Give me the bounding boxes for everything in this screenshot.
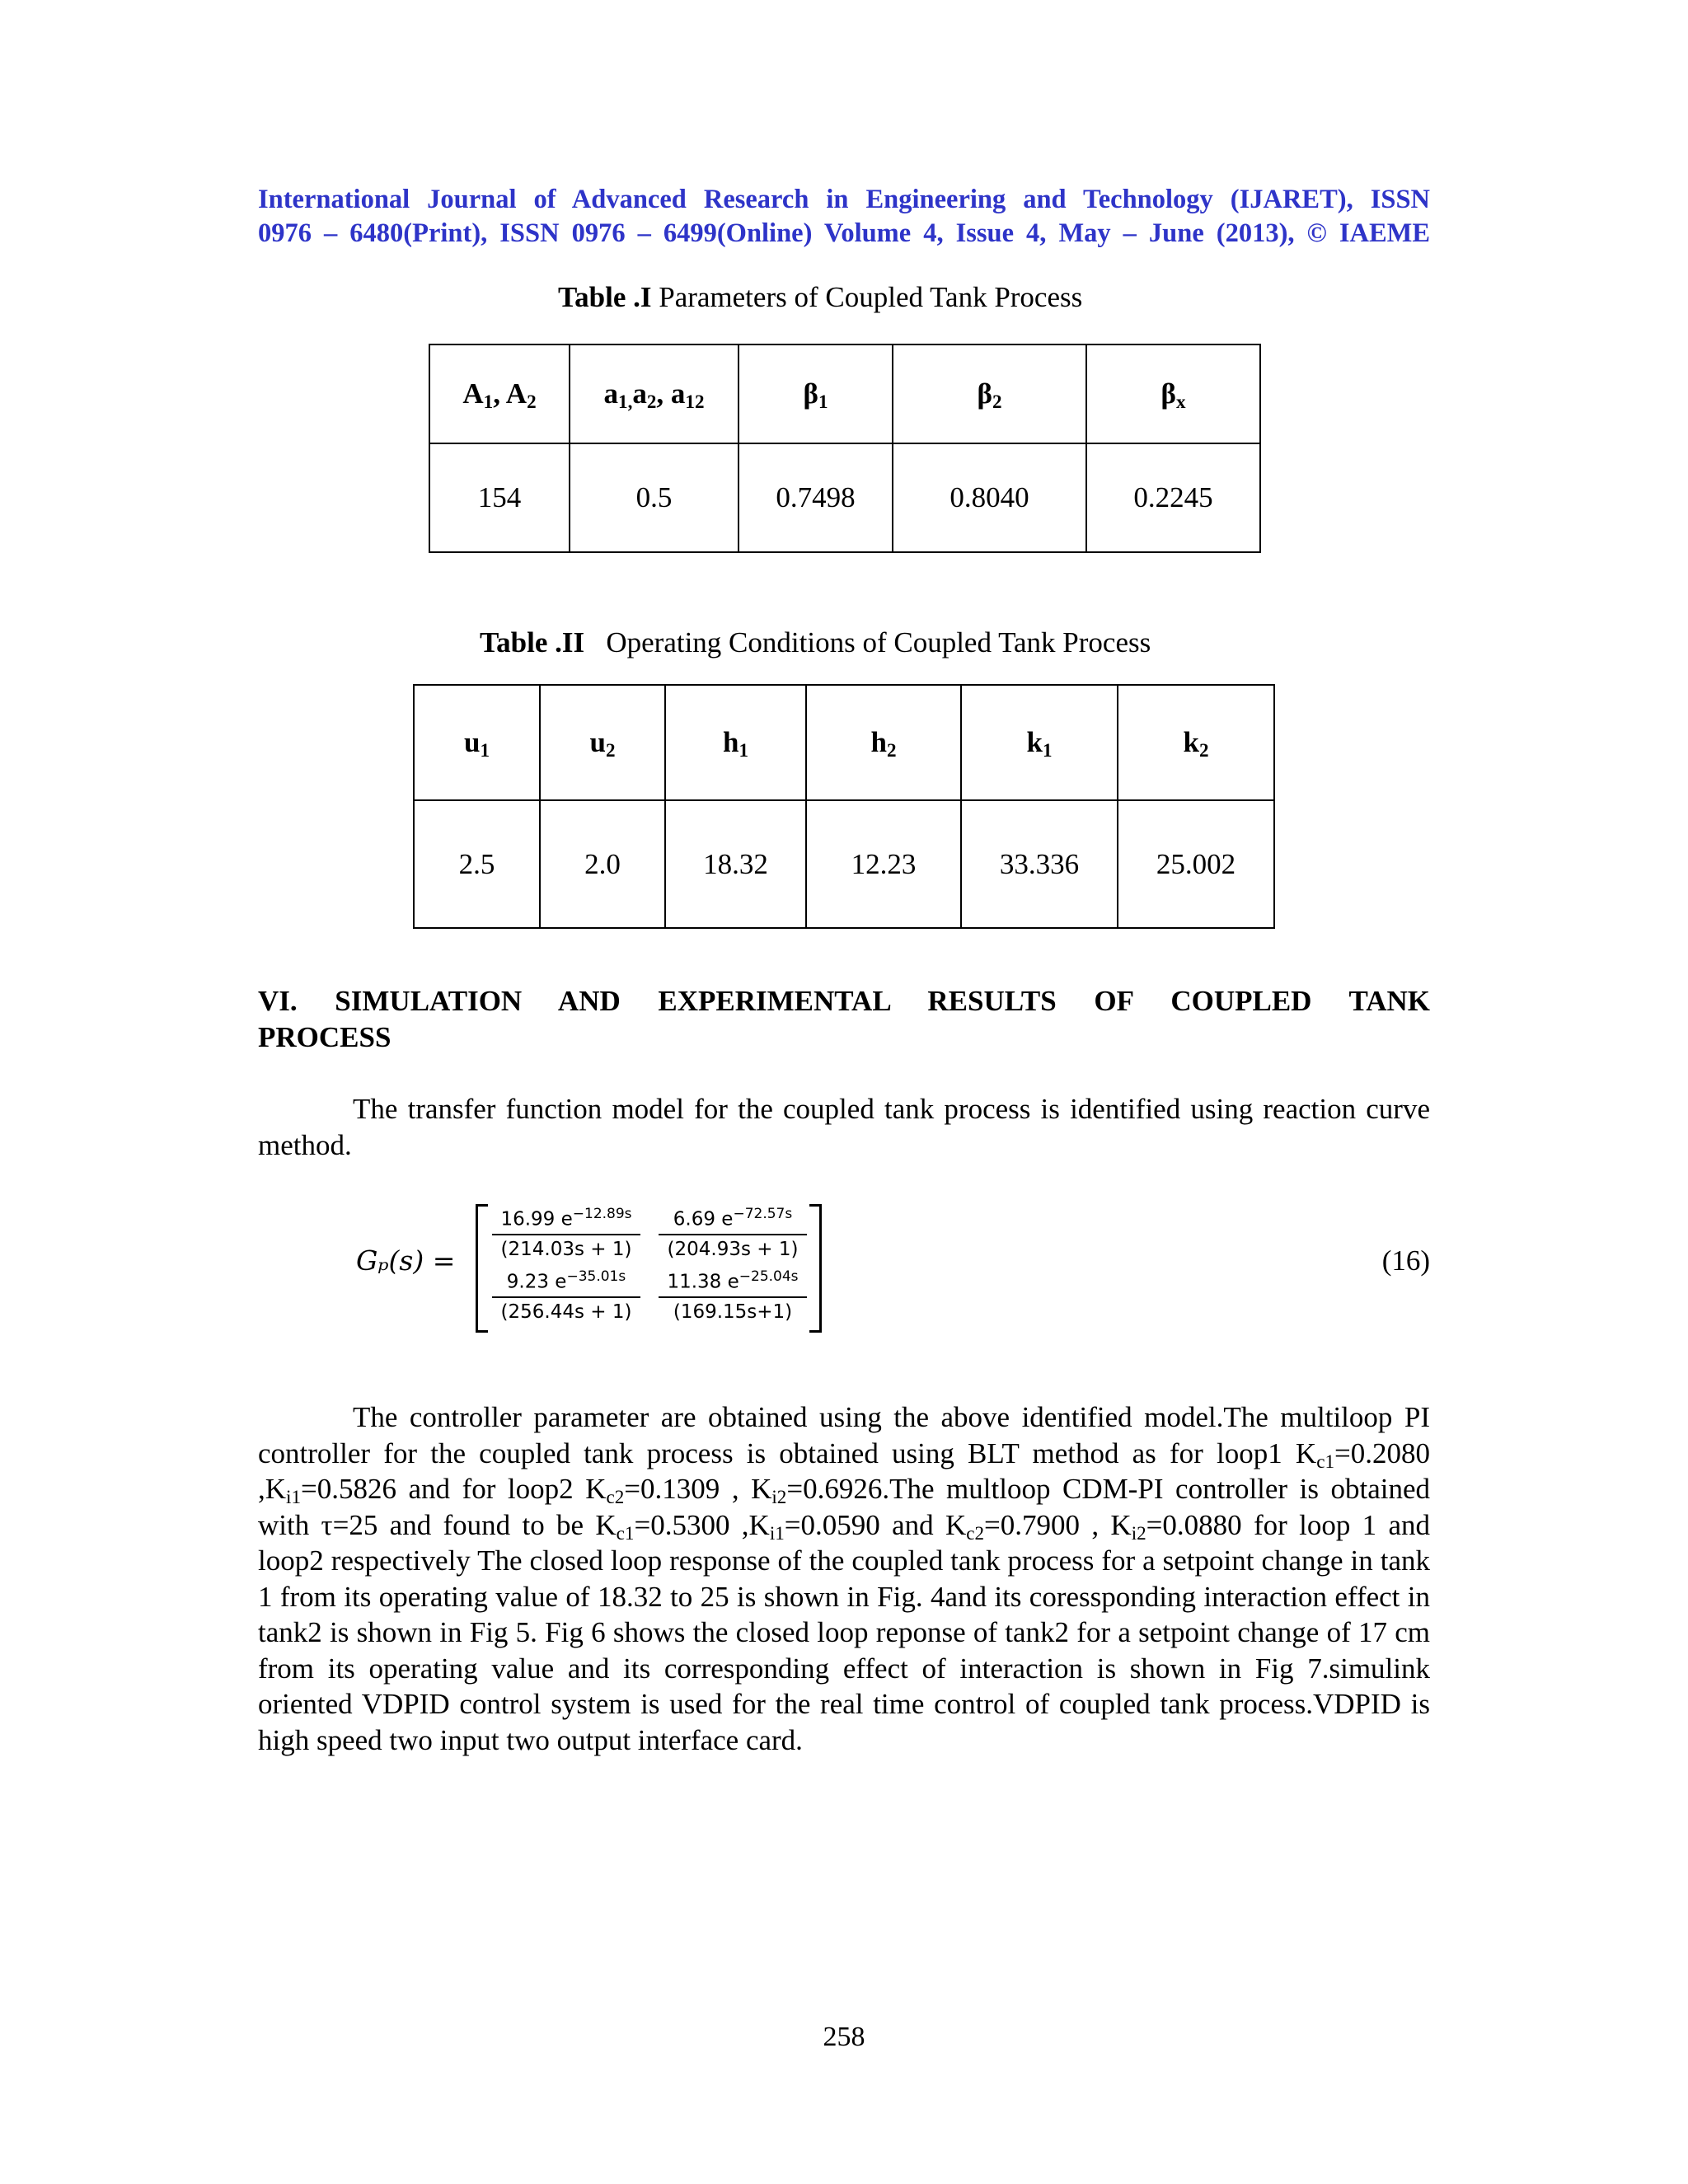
table-header-row xyxy=(414,685,1274,800)
table-cell: 12.23 xyxy=(806,800,961,928)
equation-number: (16) xyxy=(1381,1244,1430,1277)
table1-caption-label: Table .I xyxy=(558,281,652,313)
table-header-cell: $\beta_1$ xyxy=(738,344,893,443)
parameters-table xyxy=(429,344,1261,553)
table2-caption xyxy=(480,625,1151,661)
table-row xyxy=(429,443,1260,552)
matrix-element-g11: $\frac{16.99 e^{-12.89s}}{(214.03s + 1)}$ xyxy=(492,1206,640,1260)
journal-header-line1: International Journal of Advanced Research in Engineering and Technology (IJARET), ISSN xyxy=(258,185,1430,214)
table-header-cell: $u_1$ xyxy=(414,685,540,800)
table-cell: 2.0 xyxy=(540,800,665,928)
table-header-cell: $h_1$ xyxy=(665,685,806,800)
table-cell: 0.2245 xyxy=(1086,443,1260,552)
table-header-cell: $u_2$ xyxy=(540,685,665,800)
table-header-cell: $k_1$ xyxy=(961,685,1118,800)
table-header-cell: $h_2$ xyxy=(806,685,961,800)
page-number: 258 xyxy=(823,2022,865,2052)
matrix-left-bracket xyxy=(476,1204,488,1333)
journal-header xyxy=(258,183,1430,251)
matrix-right-bracket xyxy=(809,1204,822,1333)
table-header-cell: $\beta_x$ xyxy=(1086,344,1260,443)
table-cell: 25.002 xyxy=(1118,800,1274,928)
paragraph-intro: The transfer function model for the coupled tank process is identified using reaction curve method. xyxy=(258,1093,1430,1161)
matrix-element-g12: $\frac{6.69 e^{-72.57s}}{(204.93s + 1)}$ xyxy=(659,1206,807,1260)
table-cell: 0.5 xyxy=(570,443,738,552)
table-cell: 0.7498 xyxy=(738,443,893,552)
section-heading-line2: PROCESS xyxy=(258,1021,392,1053)
section-heading xyxy=(258,983,1430,1056)
matrix-element-g21: $\frac{9.23 e^{-35.01s}}{(256.44s + 1)}$ xyxy=(492,1268,640,1323)
transfer-function-equation xyxy=(356,1199,1430,1331)
table-header-cell: $A_1$, $A_2$ xyxy=(429,344,570,443)
table-header-cell: $k_2$ xyxy=(1118,685,1274,800)
section-heading-line1: VI. SIMULATION AND EXPERIMENTAL RESULTS OF COUPLED TANK xyxy=(258,985,1430,1017)
table-header-cell: $a_{1,}a_2$, $a_{12}$ xyxy=(570,344,738,443)
table-header-cell: $\beta_2$ xyxy=(893,344,1086,443)
table-cell: 154 xyxy=(429,443,570,552)
table1-caption-text: Parameters of Coupled Tank Process xyxy=(651,281,1083,313)
table-cell: 2.5 xyxy=(414,800,540,928)
table2-caption-text: Operating Conditions of Coupled Tank Process xyxy=(584,626,1151,658)
table-row xyxy=(414,800,1274,928)
matrix-element-g22: $\frac{11.38 e^{-25.04s}}{(169.15s+1)}$ xyxy=(659,1268,807,1323)
equation-lhs: Gₚ(s) = xyxy=(356,1244,456,1277)
table-cell: 18.32 xyxy=(665,800,806,928)
table-header-row xyxy=(429,344,1260,443)
transfer-matrix xyxy=(476,1204,822,1328)
paragraph-results: The controller parameter are obtained using the above identified model.The multiloop PI controller for the coupled tank process is obtained using BLT method as for loop1 $K_{c1}=0.2080$ $,K_{i1}=0.5826$ and for loop2 $K_{c2}=0.1309$ , $K_{i2}=0.6926.The$ multloop CDM-PI controller is obtained with τ=25 and found to be $K_{c1}=0.5300$ $,K_{i1}=0.0590$ and $K_{c2}=0.7900$ , $K_{i2}=0.0880$ for loop 1 and loop2 respectively The closed loop response of the coupled tank process for a setpoint change in tank 1 from its operating value of 18.32 to 25 is shown in Fig. 4and its coressponding interaction effect in tank2 is shown in Fig 5. Fig 6 shows the closed loop reponse of tank2 for a setpoint change of 17 cm from its operating value and its corresponding effect of interaction is shown in Fig 7.simulink oriented VDPID control system is used for the real time control of coupled tank process.VDPID is high speed two input two output interface card. xyxy=(258,1401,1431,1756)
table1-caption xyxy=(558,279,1082,316)
table-cell: 33.336 xyxy=(961,800,1118,928)
table2-caption-label: Table .II xyxy=(480,626,585,658)
operating-conditions-table xyxy=(413,684,1275,929)
table-cell: 0.8040 xyxy=(893,443,1086,552)
journal-header-line2: 0976 – 6480(Print), ISSN 0976 – 6499(Online) Volume 4, Issue 4, May – June (2013), © IAEME xyxy=(258,218,1430,248)
